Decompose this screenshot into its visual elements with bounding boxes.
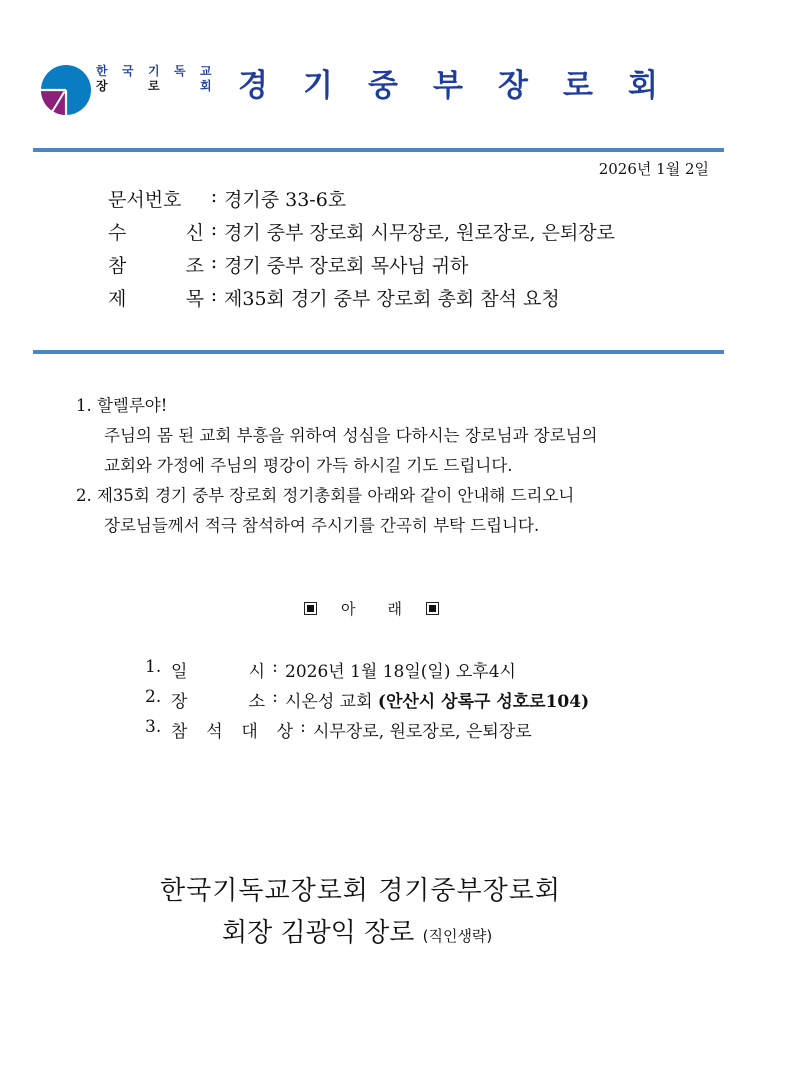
- meta-label-char: 수: [108, 222, 127, 244]
- meta-value: 경기 중부 장로회 시무장로, 원로장로, 은퇴장로: [224, 222, 616, 244]
- org-char: 교: [200, 64, 212, 78]
- notice-char: 아: [341, 600, 356, 618]
- meta-value: 제35회 경기 중부 장로회 총회 참석 요청: [224, 288, 560, 310]
- title-char: 부: [433, 68, 463, 104]
- signature-president: [222, 912, 492, 949]
- title-char: 경: [238, 68, 268, 104]
- meta-subject: [108, 284, 560, 311]
- detail-label-char: 대: [241, 722, 258, 742]
- top-divider: [33, 148, 724, 152]
- meta-value: 경기 중부 장로회 목사님 귀하: [224, 255, 469, 277]
- title-char: 기: [303, 68, 333, 104]
- detail-label: [171, 687, 265, 712]
- church-logo-icon: [40, 64, 92, 116]
- detail-label-char: 석: [206, 722, 223, 742]
- meta-label: [108, 185, 204, 212]
- colon: :: [210, 251, 218, 273]
- meta-label: [108, 284, 204, 311]
- title-char: 중: [368, 68, 398, 104]
- signature-organization: 한국기독교장로회 경기중부장로회: [160, 876, 562, 906]
- detail-value: 2026년 1월 18일(일) 오후4시: [285, 662, 516, 682]
- notice-heading: [304, 598, 439, 619]
- colon: :: [272, 657, 278, 677]
- org-char: [122, 79, 148, 94]
- detail-label-char: 일: [171, 662, 188, 682]
- org-name-small: [96, 64, 214, 94]
- org-char: 독: [174, 64, 186, 78]
- meta-reference: [108, 251, 468, 278]
- detail-value: 시무장로, 원로장로, 은퇴장로: [313, 722, 532, 742]
- filled-square-icon: [426, 602, 439, 615]
- colon: :: [210, 284, 218, 306]
- meta-label: [108, 218, 204, 245]
- org-char: 회: [200, 79, 212, 93]
- detail-number: 3.: [145, 717, 162, 737]
- detail-number: 1.: [145, 657, 162, 677]
- meta-label-char: 참: [108, 255, 127, 277]
- paragraph-1-line-2: 교회와 가정에 주님의 평강이 가득 하시길 기도 드립니다.: [104, 456, 513, 475]
- org-char: 기: [148, 64, 160, 78]
- detail-datetime: [145, 657, 516, 682]
- paragraph-2-line-2: 장로님들께서 적극 참석하여 주시기를 간곡히 부탁 드립니다.: [104, 516, 540, 535]
- meta-label-text: 문서번호: [108, 189, 182, 211]
- title-char: 회: [628, 68, 658, 104]
- detail-label-char: 시: [248, 662, 265, 682]
- colon: :: [210, 218, 218, 240]
- meta-label-char: 제: [108, 288, 127, 310]
- paragraph-1-heading: 1. 할렐루야!: [76, 396, 168, 415]
- meta-label-char: 조: [185, 255, 204, 277]
- detail-value: 시온성 교회: [285, 692, 378, 712]
- org-title: [238, 60, 693, 105]
- meta-value: 경기중 33-6호: [224, 189, 347, 211]
- org-char: 로: [148, 79, 160, 93]
- meta-label-char: 신: [185, 222, 204, 244]
- paragraph-1-line-1: 주님의 몸 된 교회 부흥을 위하여 성심을 다하시는 장로님과 장로님의: [104, 426, 598, 445]
- meta-label: [108, 251, 204, 278]
- meta-recipient: [108, 218, 615, 245]
- bottom-divider: [33, 350, 724, 354]
- detail-label-char: 장: [171, 692, 188, 712]
- detail-label-char: 소: [248, 692, 265, 712]
- detail-attendees: [145, 717, 532, 742]
- signature-name: 회장 김광익 장로: [222, 918, 415, 948]
- detail-address: (안산시 상록구 성호로104): [377, 692, 590, 712]
- org-char: 장: [96, 79, 108, 93]
- colon: :: [300, 717, 306, 737]
- filled-square-icon: [304, 602, 317, 615]
- detail-location: [145, 687, 589, 712]
- meta-label-char: 목: [185, 288, 204, 310]
- detail-label: [171, 657, 265, 682]
- colon: :: [272, 687, 278, 707]
- colon: :: [210, 185, 218, 207]
- paragraph-2-line-1: 2. 제35회 경기 중부 장로회 정기총회를 아래와 같이 안내해 드리오니: [76, 486, 575, 505]
- org-char: 국: [122, 64, 134, 78]
- title-char: 장: [498, 68, 528, 104]
- seal-omitted-note: (직인생략): [422, 927, 493, 945]
- document-date: 2026년 1월 2일: [598, 160, 709, 178]
- detail-number: 2.: [145, 687, 162, 707]
- org-char: 한: [96, 64, 108, 78]
- meta-doc-number: [108, 185, 346, 212]
- title-char: 로: [563, 68, 593, 104]
- detail-label: [171, 717, 293, 742]
- org-char: [174, 79, 200, 94]
- detail-label-char: 참: [171, 722, 188, 742]
- notice-char: 래: [387, 600, 402, 618]
- detail-label-char: 상: [276, 722, 293, 742]
